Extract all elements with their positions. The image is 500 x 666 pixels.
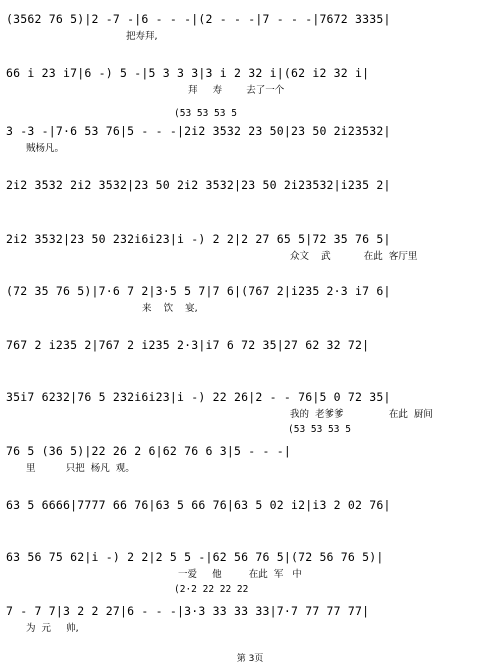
aux-notes: (53 53 53 5	[174, 108, 237, 119]
notation-line: 35i7 6232|76 5 232i6i23|i -) 22 26|2 - - 76|5 0 72 35|	[6, 390, 391, 404]
notation-line: 2i2 3532 2i2 3532|23 50 2i2 3532|23 50 2i23532|i235 2|	[6, 178, 391, 192]
notation-line: 767 2 i235 2|767 2 i235 2·3|i7 6 72 35|27 62 32 72|	[6, 338, 370, 352]
lyrics-line: 拜 寿 去了一个	[188, 85, 285, 96]
lyrics-line: 为 元 帅,	[26, 623, 79, 634]
lyrics-line: 众文 武 在此 客厅里	[290, 251, 418, 262]
notation-line: (72 35 76 5)|7·6 7 2|3·5 5 7|7 6|(767 2|i235 2·3 i7 6|	[6, 284, 391, 298]
notation-line: (3562 76 5)|2 -7 -|6 - - -|(2 - - -|7 - - -|7672 3335|	[6, 12, 391, 26]
notation-line: 2i2 3532|23 50 232i6i23|i -) 2 2|2 27 65 5|72 35 76 5|	[6, 232, 391, 246]
aux-notes: (53 53 53 5	[288, 424, 351, 435]
lyrics-line: 贼杨凡。	[26, 143, 65, 154]
notation-line: 76 5 (36 5)|22 26 2 6|62 76 6 3|5 - - -|	[6, 444, 291, 458]
notation-line: 63 5 6666|7777 66 76|63 5 66 76|63 5 02 i2|i3 2 02 76|	[6, 498, 391, 512]
lyrics-line: 把寿拜,	[126, 31, 158, 42]
aux-notes: (2·2 22 22 22	[174, 584, 249, 595]
notation-line: 66 i 23 i7|6 -) 5 -|5 3 3 3|3 i 2 32 i|(62 i2 32 i|	[6, 66, 370, 80]
page-number: 第 3页	[236, 654, 264, 664]
lyrics-line: 我的 老爹爹 在此 厨间	[290, 409, 433, 420]
lyrics-line: 一爱 他 在此 军 中	[178, 569, 302, 580]
notation-line: 63 56 75 62|i -) 2 2|2 5 5 -|62 56 76 5|(72 56 76 5)|	[6, 550, 384, 564]
notation-line: 3 -3 -|7·6 53 76|5 - - -|2i2 3532 23 50|23 50 2i23532|	[6, 124, 391, 138]
lyrics-line: 来 饮 宴,	[142, 303, 198, 314]
notation-line: 7 - 7 7|3 2 2 27|6 - - -|3·3 33 33 33|7·7 77 77 77|	[6, 604, 370, 618]
lyrics-line: 里 只把 杨凡 观。	[26, 463, 135, 474]
